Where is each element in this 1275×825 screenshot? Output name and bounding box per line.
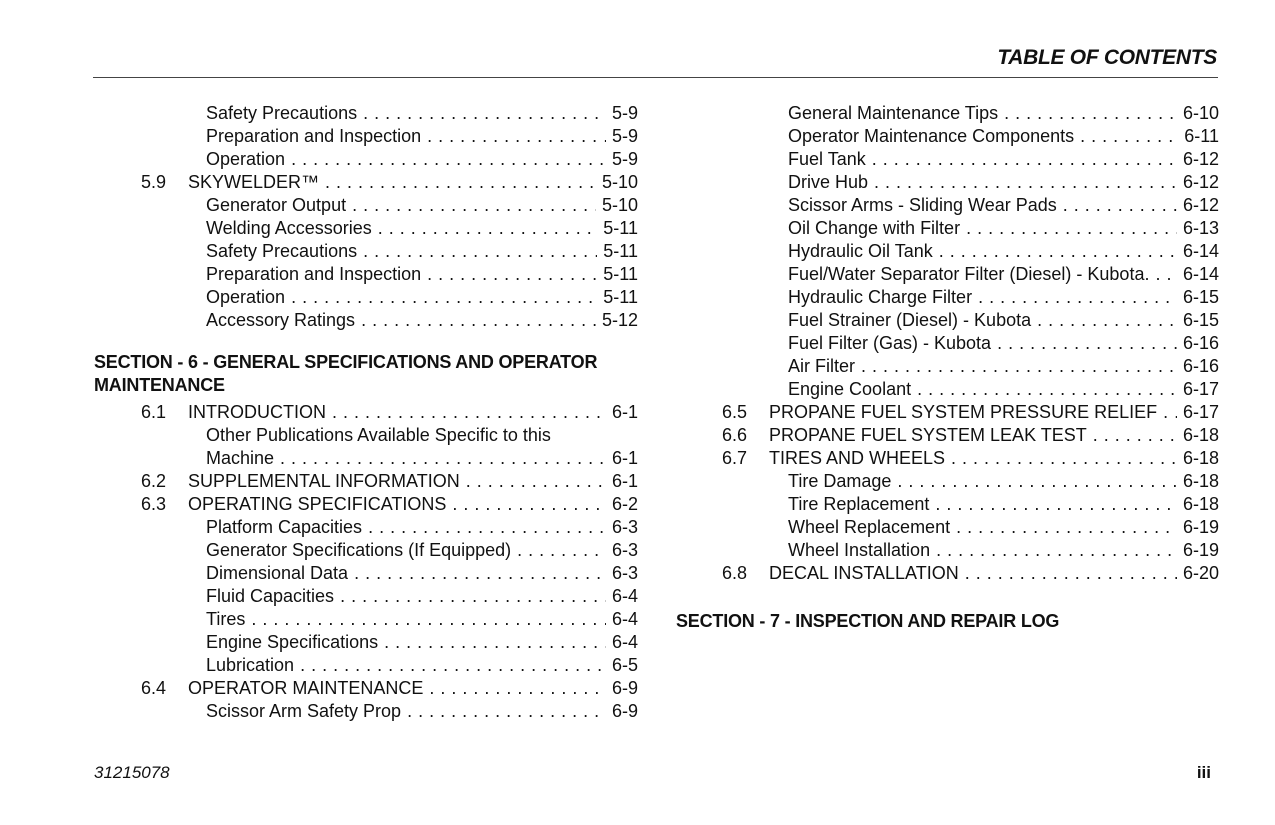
toc-entry-page: 6-11 bbox=[1184, 126, 1219, 146]
dot-leader bbox=[300, 654, 606, 677]
toc-entry-number: 6.4 bbox=[141, 678, 167, 698]
toc-entry[interactable] bbox=[94, 677, 638, 700]
toc-entry-number: 6.8 bbox=[722, 563, 748, 583]
toc-entry-page: 6-12 bbox=[1182, 195, 1219, 215]
toc-entry-page: 5-12 bbox=[601, 310, 638, 330]
section-6-heading[interactable] bbox=[94, 351, 638, 397]
toc-entry[interactable] bbox=[94, 700, 638, 723]
toc-entry[interactable] bbox=[676, 125, 1219, 148]
dot-leader bbox=[251, 608, 606, 631]
toc-entry-title: Other Publications Available Specific to this bbox=[206, 425, 551, 445]
toc-entry-title: Dimensional Data bbox=[206, 563, 349, 583]
toc-entry-title: PROPANE FUEL SYSTEM PRESSURE RELIEF bbox=[769, 402, 1158, 422]
toc-entry-page: 6-9 bbox=[611, 701, 638, 721]
toc-entry-title: Operator Maintenance Components bbox=[788, 126, 1075, 146]
toc-entry-title: Drive Hub bbox=[788, 172, 869, 192]
toc-entry-title: Fuel Tank bbox=[788, 149, 866, 169]
toc-entry-number: 6.1 bbox=[141, 402, 167, 422]
dot-leader bbox=[354, 562, 606, 585]
toc-entry-title: Operation bbox=[206, 287, 286, 307]
toc-entry-title: Oil Change with Filter bbox=[788, 218, 961, 238]
dot-leader bbox=[427, 263, 597, 286]
toc-entry-page: 5-9 bbox=[611, 149, 638, 169]
section-6-heading-line2: MAINTENANCE bbox=[94, 375, 225, 395]
toc-entry[interactable] bbox=[676, 171, 1219, 194]
toc-entry-title: DECAL INSTALLATION bbox=[769, 563, 959, 583]
toc-entry-page: 5-10 bbox=[601, 172, 638, 192]
toc-entry[interactable] bbox=[94, 102, 638, 125]
toc-entry[interactable] bbox=[94, 309, 638, 332]
section-7-heading[interactable]: SECTION - 7 - INSPECTION AND REPAIR LOG bbox=[676, 611, 1060, 631]
toc-entry[interactable] bbox=[676, 194, 1219, 217]
toc-entry-title: Engine Coolant bbox=[788, 379, 912, 399]
toc-entry-title: Fuel/Water Separator Filter (Diesel) - Kubota. bbox=[788, 264, 1150, 284]
toc-entry[interactable] bbox=[676, 401, 1219, 424]
toc-entry-number: 5.9 bbox=[141, 172, 167, 192]
toc-entry-title: Fluid Capacities bbox=[206, 586, 335, 606]
dot-leader bbox=[1155, 263, 1177, 286]
dot-leader bbox=[429, 677, 606, 700]
toc-entry-page: 6-18 bbox=[1182, 494, 1219, 514]
toc-entry-page: 6-14 bbox=[1182, 264, 1219, 284]
toc-entry[interactable] bbox=[676, 286, 1219, 309]
toc-entry[interactable] bbox=[94, 148, 638, 171]
toc-entry-title: Hydraulic Charge Filter bbox=[788, 287, 973, 307]
toc-entry[interactable] bbox=[676, 447, 1219, 470]
dot-leader bbox=[466, 470, 606, 493]
toc-entry-page: 5-11 bbox=[603, 218, 638, 238]
toc-entry-page: 6-1 bbox=[611, 471, 638, 491]
toc-entry-page: 5-9 bbox=[611, 103, 638, 123]
toc-entry[interactable] bbox=[94, 470, 638, 493]
toc-entry[interactable] bbox=[94, 217, 638, 240]
toc-list-section6 bbox=[94, 401, 638, 723]
dot-leader bbox=[956, 516, 1177, 539]
dot-leader bbox=[872, 148, 1177, 171]
dot-leader bbox=[407, 700, 606, 723]
toc-entry-title: Air Filter bbox=[788, 356, 855, 376]
toc-entry-page: 6-12 bbox=[1182, 172, 1219, 192]
toc-entry-title: Hydraulic Oil Tank bbox=[788, 241, 933, 261]
toc-entry-page: 6-15 bbox=[1182, 287, 1219, 307]
toc-entry-title: Scissor Arms - Sliding Wear Pads bbox=[788, 195, 1057, 215]
dot-leader bbox=[874, 171, 1177, 194]
toc-entry[interactable] bbox=[94, 493, 638, 516]
toc-entry-page: 6-19 bbox=[1182, 540, 1219, 560]
toc-entry[interactable] bbox=[94, 194, 638, 217]
toc-entry[interactable] bbox=[94, 171, 638, 194]
toc-entry-page: 6-16 bbox=[1182, 333, 1219, 353]
toc-entry-page: 6-14 bbox=[1182, 241, 1219, 261]
toc-entry-number: 6.3 bbox=[141, 494, 167, 514]
dot-leader bbox=[291, 286, 597, 309]
toc-entry[interactable] bbox=[676, 332, 1219, 355]
dot-leader bbox=[361, 309, 596, 332]
toc-left-column bbox=[94, 102, 638, 723]
dot-leader bbox=[363, 240, 597, 263]
toc-entry[interactable] bbox=[94, 286, 638, 309]
toc-entry-page: 6-3 bbox=[611, 540, 638, 560]
toc-entry-title: OPERATOR MAINTENANCE bbox=[188, 678, 424, 698]
toc-entry[interactable] bbox=[94, 263, 638, 286]
toc-entry-page: 6-17 bbox=[1182, 379, 1219, 399]
toc-entry-page: 6-9 bbox=[611, 678, 638, 698]
toc-entry-title: Fuel Strainer (Diesel) - Kubota bbox=[788, 310, 1032, 330]
dot-leader bbox=[363, 102, 606, 125]
dot-leader bbox=[1037, 309, 1177, 332]
toc-entry[interactable] bbox=[676, 240, 1219, 263]
toc-entry-page: 5-11 bbox=[603, 287, 638, 307]
dot-leader bbox=[917, 378, 1177, 401]
toc-entry-title: Tire Damage bbox=[788, 471, 892, 491]
toc-entry-number: 6.7 bbox=[722, 448, 748, 468]
toc-entry-title: General Maintenance Tips bbox=[788, 103, 999, 123]
dot-leader bbox=[897, 470, 1177, 493]
toc-list-section5 bbox=[94, 102, 638, 332]
toc-entry-title: PROPANE FUEL SYSTEM LEAK TEST bbox=[769, 425, 1087, 445]
toc-entry[interactable] bbox=[676, 355, 1219, 378]
toc-entry-title: Fuel Filter (Gas) - Kubota bbox=[788, 333, 992, 353]
toc-entry-page: 5-10 bbox=[601, 195, 638, 215]
dot-leader bbox=[1004, 102, 1177, 125]
toc-entry-title: Generator Output bbox=[206, 195, 347, 215]
dot-leader bbox=[861, 355, 1177, 378]
toc-entry-page: 6-10 bbox=[1182, 103, 1219, 123]
toc-entry-title: TIRES AND WHEELS bbox=[769, 448, 946, 468]
dot-leader bbox=[325, 171, 596, 194]
toc-entry-page: 6-15 bbox=[1182, 310, 1219, 330]
toc-entry-title: OPERATING SPECIFICATIONS bbox=[188, 494, 447, 514]
toc-entry-page: 6-17 bbox=[1182, 402, 1219, 422]
toc-entry[interactable] bbox=[94, 585, 638, 608]
toc-entry[interactable] bbox=[676, 378, 1219, 401]
dot-leader bbox=[997, 332, 1177, 355]
toc-entry-page: 6-18 bbox=[1182, 471, 1219, 491]
toc-list-section6-continued bbox=[676, 102, 1219, 585]
toc-entry-title: Safety Precautions bbox=[206, 103, 358, 123]
dot-leader bbox=[1080, 125, 1178, 148]
toc-entry[interactable] bbox=[676, 493, 1219, 516]
toc-entry-page: 6-18 bbox=[1182, 425, 1219, 445]
dot-leader bbox=[384, 631, 606, 654]
dot-leader bbox=[935, 493, 1177, 516]
toc-entry-title: Operation bbox=[206, 149, 286, 169]
toc-entry-page: 6-18 bbox=[1182, 448, 1219, 468]
toc-entry-title: Platform Capacities bbox=[206, 517, 363, 537]
toc-entry[interactable] bbox=[676, 217, 1219, 240]
page-header-title: TABLE OF CONTENTS bbox=[997, 46, 1217, 69]
toc-entry[interactable] bbox=[94, 401, 638, 424]
toc-entry-page: 6-2 bbox=[611, 494, 638, 514]
toc-entry-page: 6-1 bbox=[611, 402, 638, 422]
toc-entry-page: 5-9 bbox=[611, 126, 638, 146]
toc-entry[interactable] bbox=[94, 631, 638, 654]
toc-entry-number: 6.2 bbox=[141, 471, 167, 491]
toc-entry-page: 6-13 bbox=[1182, 218, 1219, 238]
toc-entry[interactable] bbox=[676, 424, 1219, 447]
dot-leader bbox=[517, 539, 606, 562]
toc-entry-page: 6-4 bbox=[611, 632, 638, 652]
footer-page-number: iii bbox=[1196, 763, 1211, 782]
toc-entry-title: Lubrication bbox=[206, 655, 295, 675]
toc-entry-page: 5-11 bbox=[603, 264, 638, 284]
toc-entry[interactable] bbox=[94, 240, 638, 263]
dot-leader bbox=[340, 585, 606, 608]
toc-entry-title: Safety Precautions bbox=[206, 241, 358, 261]
toc-entry-number: 6.5 bbox=[722, 402, 748, 422]
toc-entry-page: 6-20 bbox=[1182, 563, 1219, 583]
toc-entry-title: INTRODUCTION bbox=[188, 402, 326, 422]
toc-entry-title: Wheel Replacement bbox=[788, 517, 951, 537]
toc-entry[interactable] bbox=[94, 125, 638, 148]
toc-entry[interactable] bbox=[676, 263, 1219, 286]
toc-entry[interactable] bbox=[94, 539, 638, 562]
dot-leader bbox=[1063, 194, 1177, 217]
dot-leader bbox=[352, 194, 596, 217]
toc-entry-title: Wheel Installation bbox=[788, 540, 931, 560]
toc-entry-page: 5-11 bbox=[603, 241, 638, 261]
dot-leader bbox=[965, 562, 1177, 585]
dot-leader bbox=[936, 539, 1177, 562]
toc-entry[interactable] bbox=[676, 562, 1219, 585]
dot-leader bbox=[280, 447, 606, 470]
toc-entry-title: Preparation and Inspection bbox=[206, 126, 422, 146]
toc-entry-title: Scissor Arm Safety Prop bbox=[206, 701, 402, 721]
dot-leader bbox=[966, 217, 1177, 240]
dot-leader bbox=[939, 240, 1177, 263]
toc-entry-title: Preparation and Inspection bbox=[206, 264, 422, 284]
dot-leader bbox=[978, 286, 1177, 309]
toc-entry-title: Generator Specifications (If Equipped) bbox=[206, 540, 512, 560]
toc-entry[interactable] bbox=[676, 309, 1219, 332]
toc-entry-page: 6-3 bbox=[611, 563, 638, 583]
toc-entry-page: 6-5 bbox=[611, 655, 638, 675]
toc-entry[interactable] bbox=[676, 102, 1219, 125]
toc-entry-title: SKYWELDER™ bbox=[188, 172, 320, 192]
toc-entry[interactable] bbox=[94, 608, 638, 631]
toc-entry[interactable] bbox=[94, 424, 638, 470]
header-divider bbox=[93, 77, 1218, 78]
toc-entry-title: Accessory Ratings bbox=[206, 310, 356, 330]
dot-leader bbox=[332, 401, 606, 424]
toc-entry-title: Engine Specifications bbox=[206, 632, 379, 652]
toc-entry-page: 6-16 bbox=[1182, 356, 1219, 376]
dot-leader bbox=[1093, 424, 1177, 447]
toc-entry-page: 6-12 bbox=[1182, 149, 1219, 169]
dot-leader bbox=[1163, 401, 1177, 424]
toc-entry[interactable] bbox=[676, 470, 1219, 493]
dot-leader bbox=[368, 516, 606, 539]
toc-entry-page: 6-4 bbox=[611, 586, 638, 606]
toc-entry-number: 6.6 bbox=[722, 425, 748, 445]
toc-entry-title: Tires bbox=[206, 609, 246, 629]
toc-entry-page: 6-3 bbox=[611, 517, 638, 537]
section-6-heading-line1: SECTION - 6 - GENERAL SPECIFICATIONS AND OPERATOR bbox=[94, 352, 598, 372]
toc-entry[interactable] bbox=[676, 539, 1219, 562]
toc-entry[interactable] bbox=[94, 654, 638, 677]
dot-leader bbox=[378, 217, 598, 240]
toc-entry[interactable] bbox=[676, 516, 1219, 539]
dot-leader bbox=[427, 125, 606, 148]
dot-leader bbox=[291, 148, 606, 171]
toc-entry[interactable] bbox=[94, 562, 638, 585]
toc-entry-title: SUPPLEMENTAL INFORMATION bbox=[188, 471, 460, 491]
toc-entry-page: 6-4 bbox=[611, 609, 638, 629]
toc-entry-title: Tire Replacement bbox=[788, 494, 930, 514]
dot-leader bbox=[452, 493, 606, 516]
toc-entry-title: Welding Accessories bbox=[206, 218, 372, 238]
dot-leader bbox=[951, 447, 1177, 470]
footer-document-number: 31215078 bbox=[94, 763, 170, 782]
toc-entry[interactable] bbox=[676, 148, 1219, 171]
toc-entry-title-continued: Machine bbox=[206, 448, 275, 468]
toc-entry-page: 6-1 bbox=[611, 448, 638, 468]
toc-entry-page: 6-19 bbox=[1182, 517, 1219, 537]
toc-right-column bbox=[676, 102, 1219, 633]
toc-entry[interactable] bbox=[94, 516, 638, 539]
